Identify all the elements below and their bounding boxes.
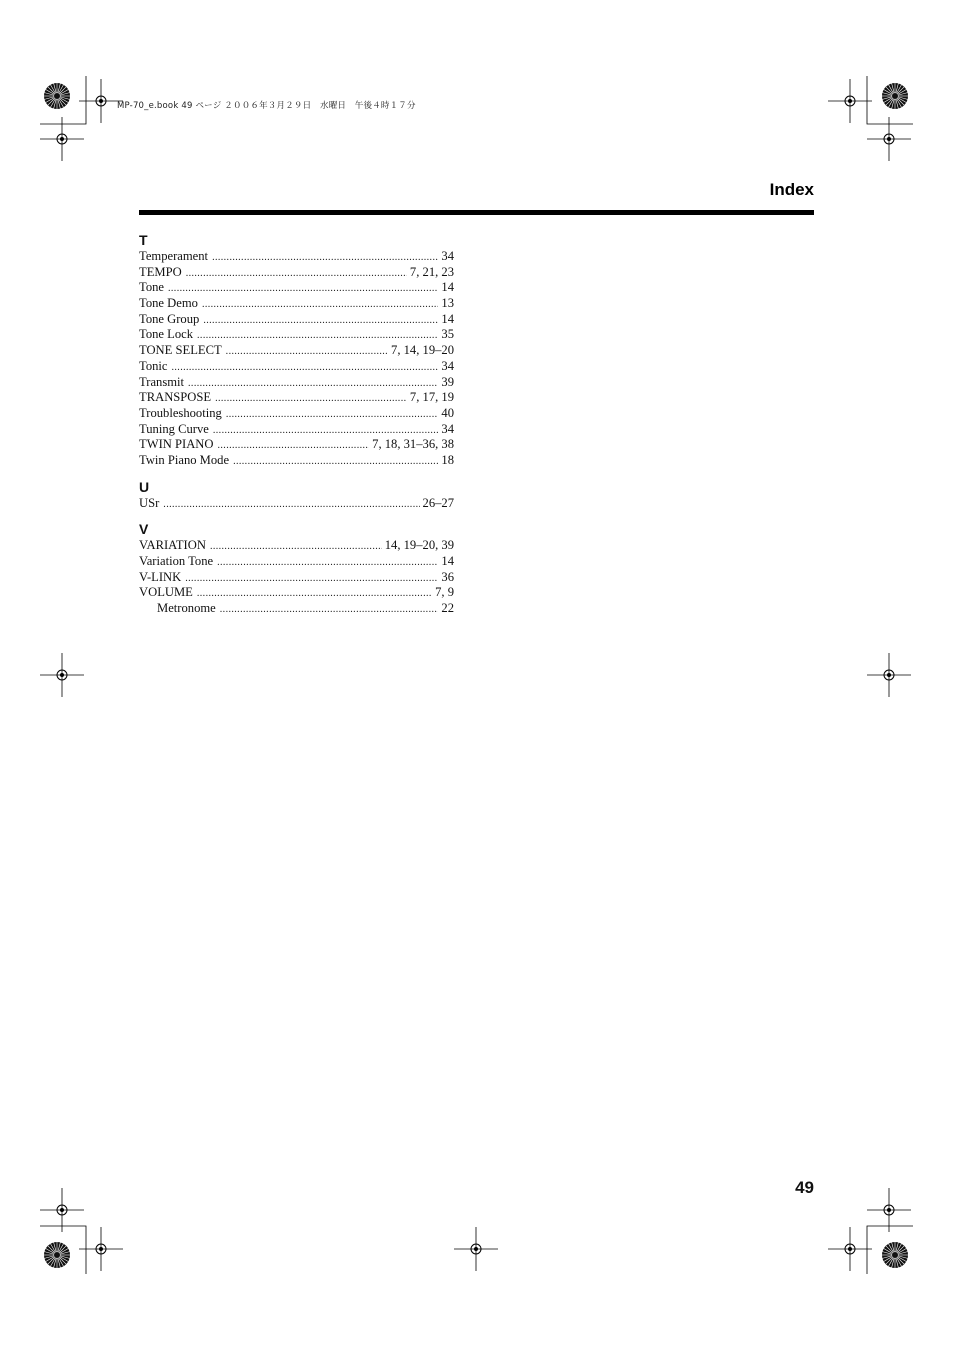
index-entry: Twin Piano Mode ..... 18 [139,453,454,469]
registration-mark-tr-core [892,93,898,99]
registration-mark-bl-core [54,1252,60,1258]
registration-mark-tl-core [54,93,60,99]
index-entry: USr ..... 26–27 [139,496,454,512]
index-letter-t: T [139,232,148,248]
index-entry: Troubleshooting ..... 40 [139,406,454,422]
index-letter-v: V [139,521,149,538]
index-letter-u: U [139,478,150,495]
index-entry: Tone Group ..... 14 [139,312,454,328]
section-title: Index [769,180,814,199]
crosshair-right-middle-dot [887,673,891,677]
index-entry: Tone Demo ..... 13 [139,296,454,312]
crosshair-bottom-left-dot [99,1247,103,1251]
index-entry: Variation Tone ..... 14 [139,554,454,570]
index-column [139,231,454,617]
index-entry: TONE SELECT ..... 7, 14, 19–20 [139,343,454,359]
index-entry: Tonic ..... 34 [139,359,454,375]
print-meta-line: MP-70_e.book 49 ページ ２００６年３月２９日 水曜日 午後４時１７分 [117,101,416,111]
index-entry: TEMPO ..... 7, 21, 23 [139,265,454,281]
crosshair-right-top-dot [887,137,891,141]
index-entry: VOLUME ..... 7, 9 [139,585,454,601]
crosshair-top-right-dot [848,99,852,103]
crosshair-top-left-dot [99,99,103,103]
header-rule [139,210,814,215]
index-entry: V-LINK ..... 36 [139,570,454,586]
index-entry: Temperament ..... 34 [139,249,454,265]
index-entry: Tone ..... 14 [139,280,454,296]
page-number: 49 [795,1178,814,1197]
crosshair-left-bottom-dot [60,1208,64,1212]
index-entry: Transmit ..... 39 [139,375,454,391]
crosshair-left-middle-dot [60,673,64,677]
index-entry: TWIN PIANO ..... 7, 18, 31–36, 38 [139,437,454,453]
registration-mark-br-core [892,1252,898,1258]
crosshair-bottom-center-dot [474,1247,478,1251]
index-entry: TRANSPOSE ..... 7, 17, 19 [139,390,454,406]
crosshair-right-bottom-dot [887,1208,891,1212]
index-entry: VARIATION ..... 14, 19–20, 39 [139,538,454,554]
index-entry: Tuning Curve ..... 34 [139,422,454,438]
index-subentry: Metronome ..... 22 [139,601,454,617]
crosshair-left-top-dot [60,137,64,141]
crosshair-bottom-right-dot [848,1247,852,1251]
index-entry: Tone Lock ..... 35 [139,327,454,343]
